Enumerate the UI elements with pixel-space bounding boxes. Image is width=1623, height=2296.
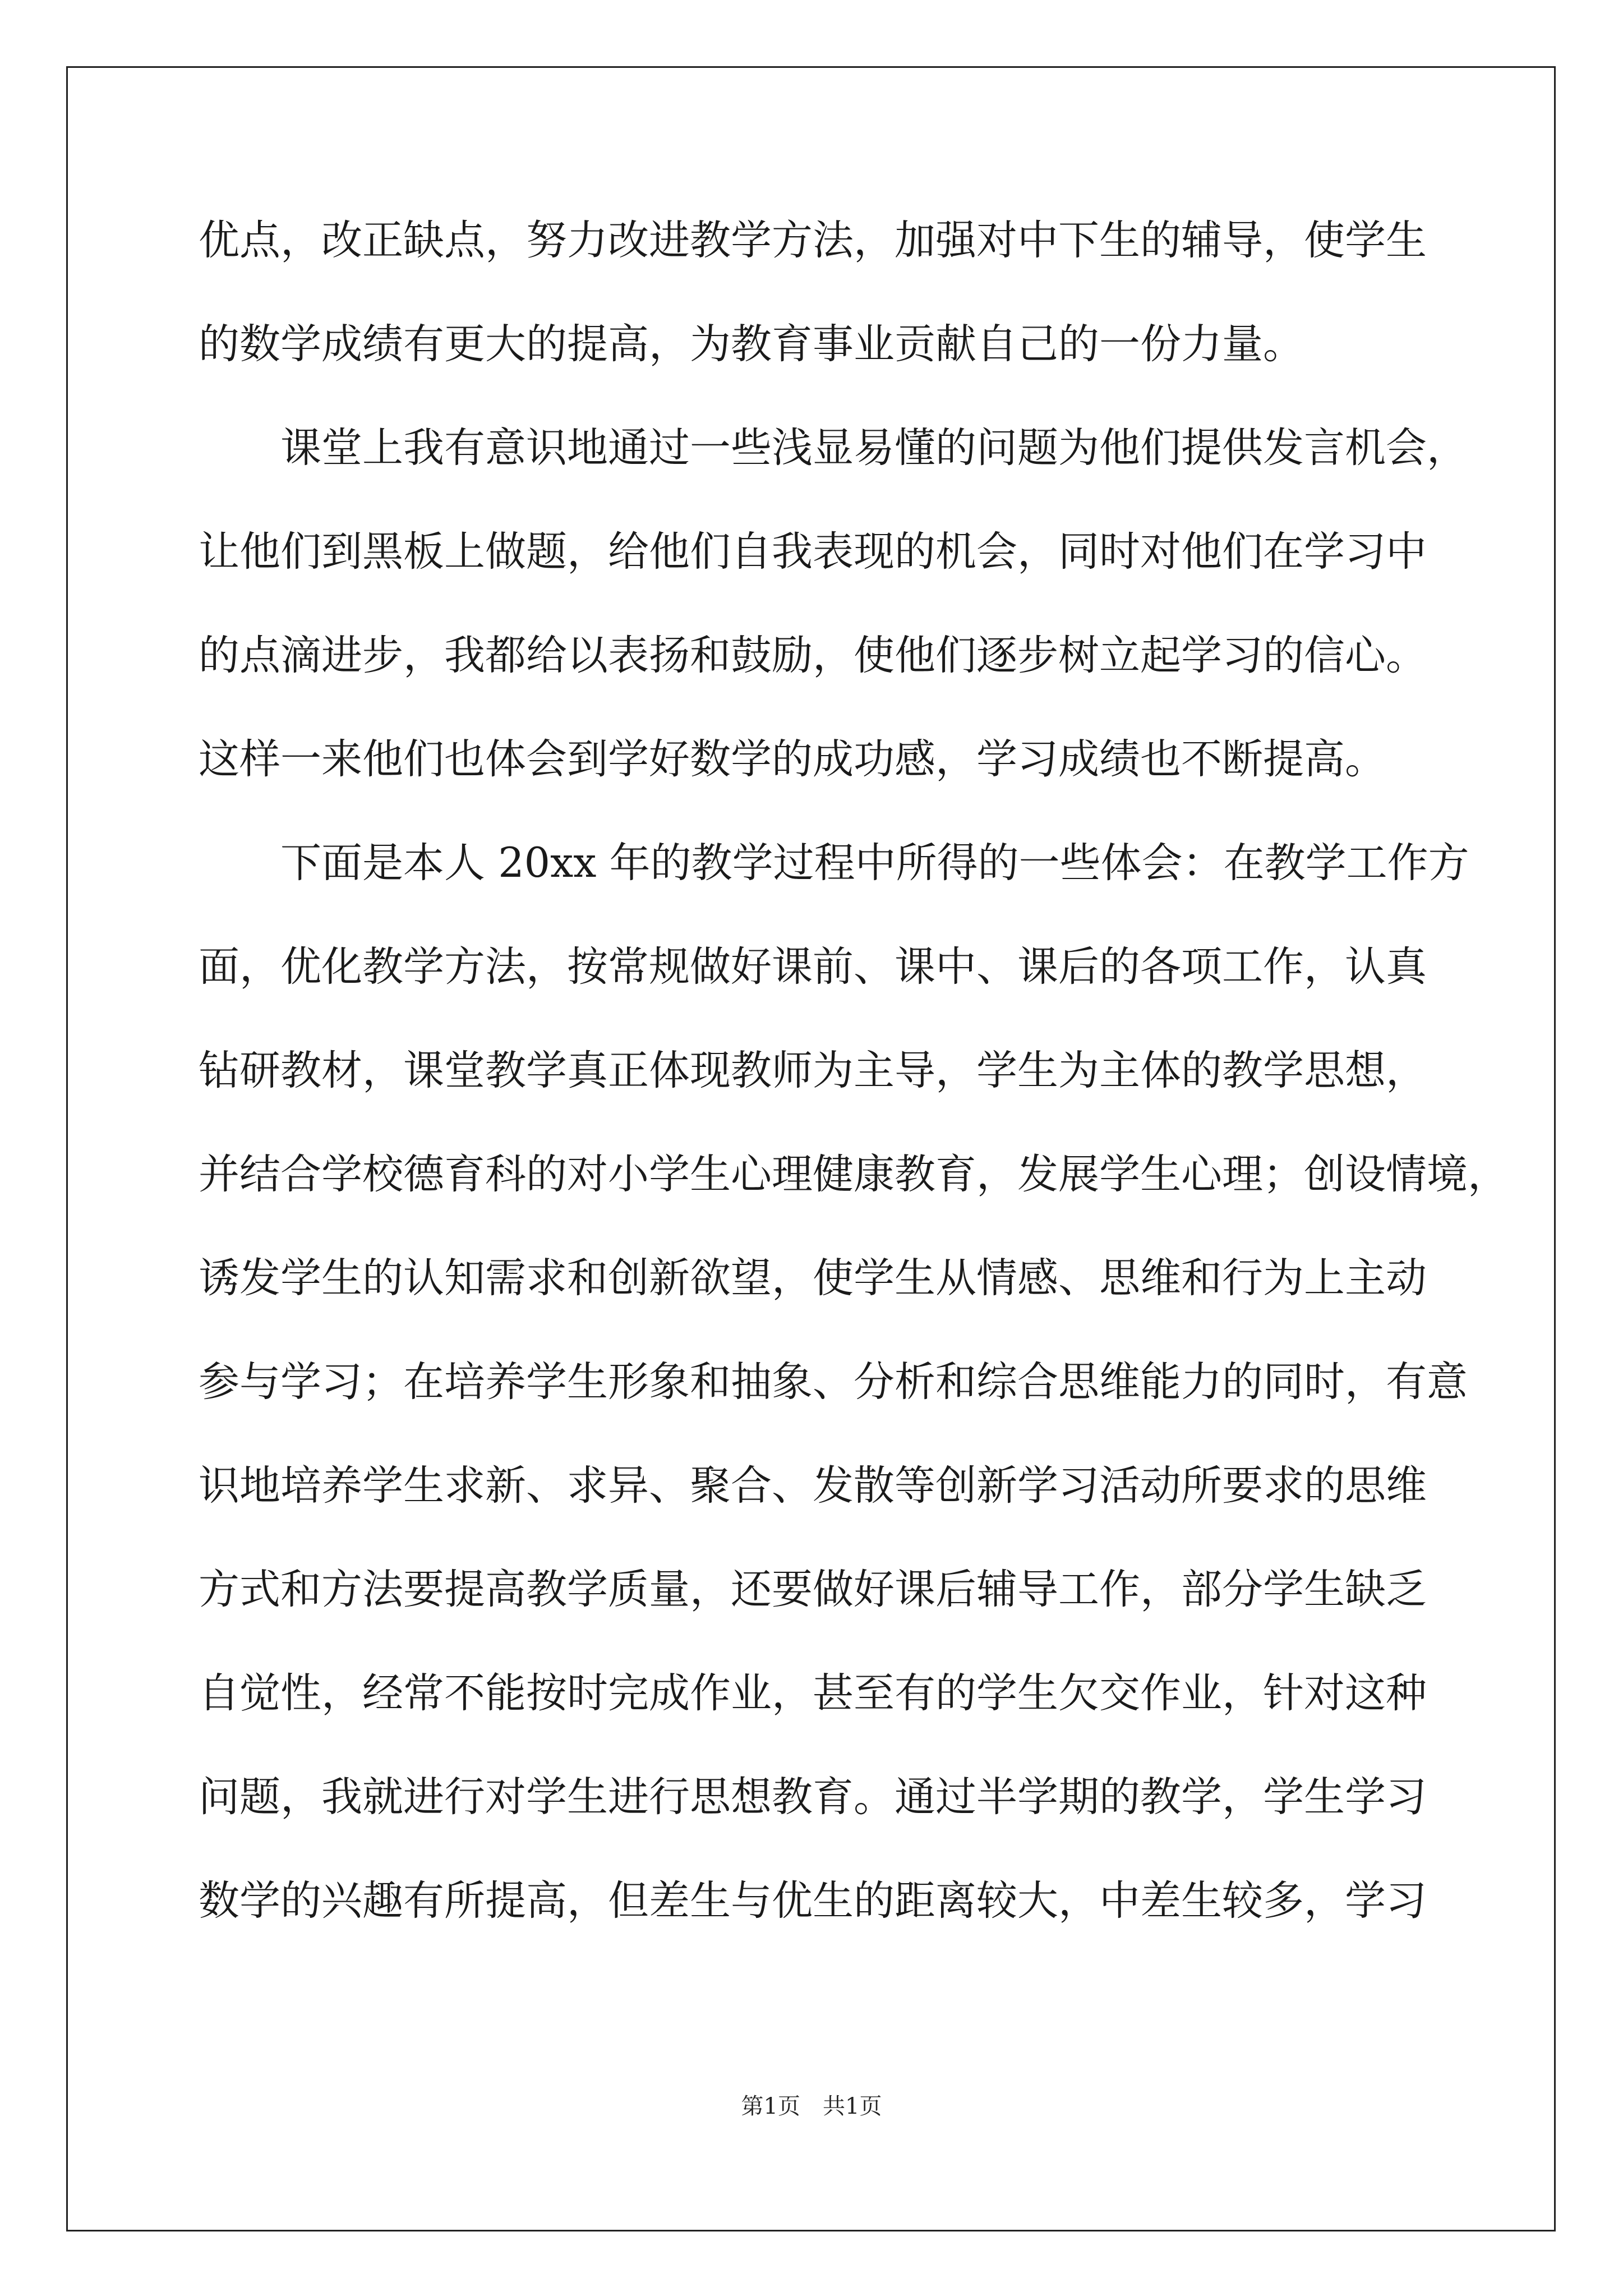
text-line: 钻研教材，课堂教学真正体现教师为主导，学生为主体的教学思想， <box>199 1047 1427 1094</box>
text-line: 并结合学校德育科的对小学生心理健康教育，发展学生心理；创设情境， <box>199 1151 1509 1198</box>
text-line: 数学的兴趣有所提高，但差生与优生的距离较大，中差生较多，学习 <box>199 1877 1427 1925</box>
text-line: 诱发学生的认知需求和创新欲望，使学生从情感、思维和行为上主动 <box>199 1254 1427 1302</box>
text-line: 的点滴进步，我都给以表扬和鼓励，使他们逐步树立起学习的信心。 <box>199 632 1427 679</box>
text-line: 下面是本人 20xx 年的教学过程中所得的一些体会：在教学工作方 <box>199 839 1469 887</box>
text-line: 参与学习；在培养学生形象和抽象、分析和综合思维能力的同时，有意 <box>199 1358 1468 1406</box>
text-line: 面，优化教学方法，按常规做好课前、课中、课后的各项工作，认真 <box>199 943 1427 991</box>
text-line: 这样一来他们也体会到学好数学的成功感，学习成绩也不断提高。 <box>199 735 1386 783</box>
text-line: 自觉性，经常不能按时完成作业，甚至有的学生欠交作业，针对这种 <box>199 1669 1427 1717</box>
text-line: 让他们到黑板上做题，给他们自我表现的机会，同时对他们在学习中 <box>199 528 1427 576</box>
document-body <box>199 214 1509 1927</box>
text-line: 识地培养学生求新、求异、聚合、发散等创新学习活动所要求的思维 <box>199 1462 1427 1510</box>
text-line: 课堂上我有意识地通过一些浅显易懂的问题为他们提供发言机会， <box>199 424 1468 472</box>
text-line: 方式和方法要提高教学质量，还要做好课后辅导工作，部分学生缺乏 <box>199 1566 1427 1613</box>
text-line: 的数学成绩有更大的提高，为教育事业贡献自己的一份力量。 <box>199 320 1304 368</box>
text-line: 问题，我就进行对学生进行思想教育。通过半学期的教学，学生学习 <box>199 1773 1427 1821</box>
text-line: 优点，改正缺点，努力改进教学方法，加强对中下生的辅导，使学生 <box>199 217 1427 264</box>
page-footer: 第1页 共1页 <box>741 2093 882 2119</box>
